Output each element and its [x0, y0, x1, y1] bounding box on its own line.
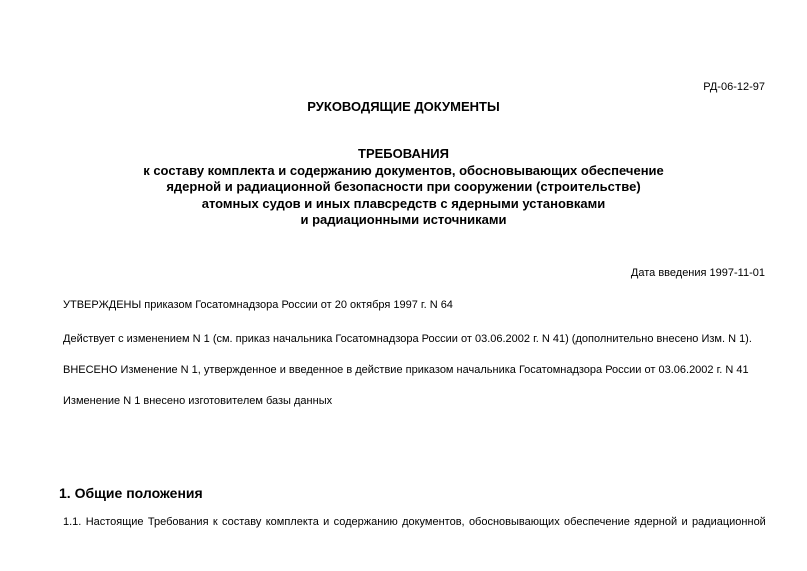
amendment-in-force-note: Действует с изменением N 1 (см. приказ начальника Госатомнадзора России от 03.06.2002 г. N 41) (дополнительно внесено Изм. N 1).	[63, 333, 752, 345]
document-code: РД-06-12-97	[703, 81, 765, 93]
subtitle-line: ядерной и радиационной безопасности при сооружении (строительстве)	[166, 179, 641, 194]
clause-word: ядерной	[634, 516, 678, 528]
clause-word: к	[212, 516, 218, 528]
clause-word: 1.1.	[63, 516, 82, 528]
clause-word: обеспечение	[564, 516, 630, 528]
clause-word: Настоящие	[85, 516, 144, 528]
clause-word: радиационной	[691, 516, 766, 528]
subtitle-line: к составу комплекта и содержанию документов, обосновывающих обеспечение	[143, 162, 664, 178]
approved-note: УТВЕРЖДЕНЫ приказом Госатомнадзора России от 20 октября 1997 г. N 64	[63, 299, 453, 311]
section-title: РУКОВОДЯЩИЕ ДОКУМЕНТЫ	[307, 99, 500, 114]
subtitle-line: атомных судов и иных плавсредств с ядерными установками	[201, 195, 606, 211]
clause-1-1	[63, 516, 766, 528]
clause-word: обосновывающих	[468, 516, 560, 528]
clause-word: и	[323, 516, 330, 528]
amendment-database-note: Изменение N 1 внесено изготовителем базы данных	[63, 395, 333, 407]
clause-word: и	[681, 516, 688, 528]
requirements-heading: ТРЕБОВАНИЯ	[358, 146, 449, 161]
requirements-title-block	[0, 146, 807, 229]
clause-word: документов,	[402, 516, 465, 528]
amendment-introduced-note: ВНЕСЕНО Изменение N 1, утвержденное и введенное в действие приказом начальника Госатомнадзора России от 03.06.2002 г. N 41	[63, 364, 749, 376]
clause-word: составу	[222, 516, 262, 528]
introduction-date: Дата введения 1997-11-01	[630, 267, 765, 279]
clause-word: Требования	[147, 516, 209, 528]
clause-word: содержанию	[333, 516, 398, 528]
subtitle-line: и радиационными источниками	[300, 212, 507, 227]
clause-word: комплекта	[265, 516, 319, 528]
section-1-heading: 1. Общие положения	[59, 485, 203, 501]
